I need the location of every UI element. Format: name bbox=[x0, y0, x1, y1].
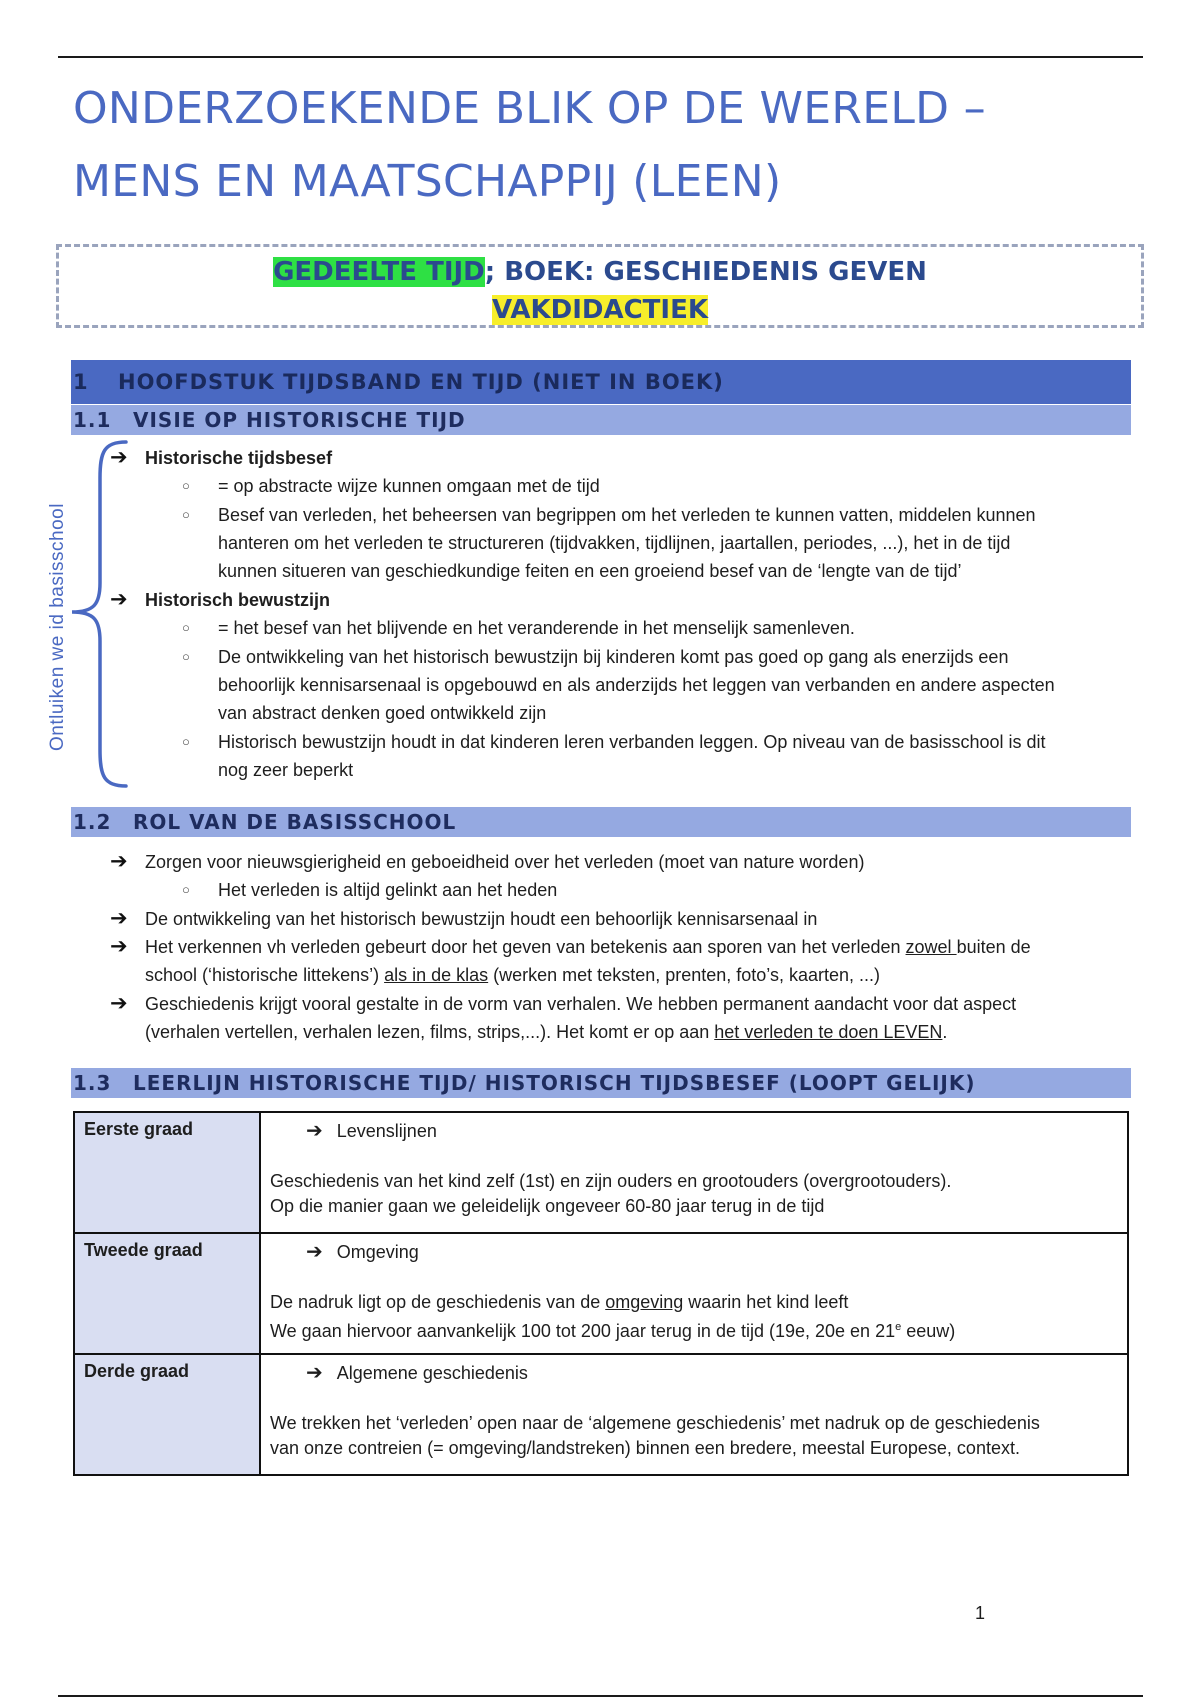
side-label: Ontluiken we id basisschool bbox=[47, 503, 68, 751]
cell-heading bbox=[270, 1119, 1118, 1144]
list-item-continuation: van abstract denken goed ontwikkeld zijn bbox=[218, 703, 547, 723]
text-span: . bbox=[942, 1022, 948, 1042]
banner-line-2 bbox=[59, 295, 1141, 325]
bullet-icon: ○ bbox=[182, 507, 190, 522]
table-row bbox=[74, 1354, 1128, 1475]
table-row bbox=[74, 1112, 1128, 1233]
list-item: = op abstracte wijze kunnen omgaan met de tijd bbox=[218, 476, 600, 496]
document-title bbox=[73, 72, 1153, 218]
table-cell bbox=[260, 1233, 1128, 1354]
list-item: Besef van verleden, het beheersen van begrippen om het verleden te kunnen vatten, middelen kunnen bbox=[218, 505, 1036, 525]
banner-rest: ; BOEK: GESCHIEDENIS GEVEN bbox=[484, 257, 927, 287]
section-1-3-title: LEERLIJN HISTORISCHE TIJD/ HISTORISCH TIJDSBESEF (LOOPT GELIJK) bbox=[133, 1071, 976, 1095]
table-cell bbox=[260, 1112, 1128, 1233]
cell-text bbox=[270, 1290, 1118, 1315]
cell-text bbox=[270, 1315, 1118, 1344]
arrow-icon: ➔ bbox=[110, 907, 128, 930]
text-span: Het verkennen vh verleden gebeurt door het geven van betekenis aan sporen van het verleden bbox=[145, 937, 906, 957]
cell-heading-text: Levenslijnen bbox=[336, 1121, 437, 1141]
arrow-icon: ➔ bbox=[110, 992, 128, 1015]
title-line-1: ONDERZOEKENDE BLIK OP DE WERELD – bbox=[73, 83, 986, 134]
arrow-icon: ➔ bbox=[306, 1120, 323, 1142]
bullet-icon: ○ bbox=[182, 649, 190, 664]
list-item: Het verleden is altijd gelinkt aan het heden bbox=[218, 880, 558, 900]
subheading-historische-tijdsbesef: Historische tijdsbesef bbox=[145, 448, 333, 468]
arrow-icon: ➔ bbox=[110, 446, 128, 469]
list-item-continuation: hanteren om het verleden te structureren (tijdvakken, tijdlijnen, jaartallen, periodes, ...), het in de tijd bbox=[218, 533, 1011, 553]
cell-heading bbox=[270, 1240, 1118, 1265]
list-item bbox=[145, 933, 1031, 961]
top-rule bbox=[58, 56, 1143, 58]
text-span: waarin het kind leeft bbox=[683, 1292, 849, 1312]
topic-banner bbox=[56, 244, 1144, 328]
text-span: eeuw) bbox=[901, 1321, 956, 1341]
list-item: De ontwikkeling van het historisch bewustzijn houdt een behoorlijk kennisarsenaal in bbox=[145, 909, 818, 929]
section-1-3-number: 1.3 bbox=[73, 1071, 112, 1095]
text-span: De nadruk ligt op de geschiedenis van de bbox=[270, 1292, 606, 1312]
superscript: e bbox=[895, 1321, 902, 1333]
arrow-icon: ➔ bbox=[110, 935, 128, 958]
table-cell bbox=[260, 1354, 1128, 1475]
list-item: = het besef van het blijvende en het veranderende in het menselijk samenleven. bbox=[218, 618, 855, 638]
cell-text: van onze contreien (= omgeving/landstreken) binnen een bredere, meestal Europese, context. bbox=[270, 1438, 1020, 1458]
curly-brace-icon bbox=[60, 438, 132, 790]
underlined-text: het verleden te doen LEVEN bbox=[714, 1022, 943, 1042]
banner-line-1 bbox=[59, 257, 1141, 287]
table-row-label: Derde graad bbox=[74, 1354, 260, 1475]
list-item-continuation: behoorlijk kennisarsenaal is opgebouwd en als anderzijds het leggen van verbanden en andere aspecten bbox=[218, 675, 1055, 695]
underlined-text: als in de klas bbox=[384, 965, 489, 985]
bullet-icon: ○ bbox=[182, 734, 190, 749]
bottom-rule bbox=[58, 1695, 1143, 1697]
page-number: 1 bbox=[975, 1603, 986, 1623]
text-span: We gaan hiervoor aanvankelijk 100 tot 200 jaar terug in de tijd (19e, 20e en 21 bbox=[270, 1321, 896, 1341]
bullet-icon: ○ bbox=[182, 478, 190, 493]
text-span: buiten de bbox=[956, 937, 1031, 957]
list-item: De ontwikkeling van het historisch bewustzijn bij kinderen komt pas goed op gang als enerzijds een bbox=[218, 647, 1009, 667]
cell-heading-text: Omgeving bbox=[336, 1242, 419, 1262]
arrow-icon: ➔ bbox=[306, 1362, 323, 1384]
banner-highlight-green: GEDEELTE TIJD bbox=[273, 257, 485, 287]
chapter-heading bbox=[71, 360, 1131, 404]
section-1-1-number: 1.1 bbox=[73, 408, 112, 432]
text-span: (verhalen vertellen, verhalen lezen, films, strips,...). Het komt er op aan bbox=[145, 1022, 715, 1042]
banner-highlight-yellow: VAKDIDACTIEK bbox=[492, 295, 708, 325]
list-item-continuation: nog zeer beperkt bbox=[218, 760, 354, 780]
list-item-continuation: kunnen situeren van geschiedkundige feiten en een groeiend besef van de ‘lengte van de tijd’ bbox=[218, 561, 962, 581]
list-item: Geschiedenis krijgt vooral gestalte in de vorm van verhalen. We hebben permanent aandacht voor dat aspect bbox=[145, 994, 1017, 1014]
text-span: (werken met teksten, prenten, foto’s, kaarten, ...) bbox=[488, 965, 881, 985]
leerlijn-table bbox=[73, 1111, 1129, 1476]
section-1-2-number: 1.2 bbox=[73, 810, 112, 834]
list-item-continuation bbox=[145, 1018, 947, 1046]
arrow-icon: ➔ bbox=[110, 588, 128, 611]
title-line-2: MENS EN MAATSCHAPPIJ (LEEN) bbox=[73, 156, 782, 207]
underlined-text: zowel bbox=[905, 937, 957, 957]
section-1-1-heading bbox=[71, 405, 1131, 435]
section-1-2-title: ROL VAN DE BASISSCHOOL bbox=[133, 810, 457, 834]
arrow-icon: ➔ bbox=[110, 850, 128, 873]
chapter-title: HOOFDSTUK TIJDSBAND EN TIJD (NIET IN BOEK) bbox=[118, 370, 724, 394]
list-item: Historisch bewustzijn houdt in dat kinderen leren verbanden leggen. Op niveau van de basisschool is dit bbox=[218, 732, 1046, 752]
section-1-2-heading bbox=[71, 807, 1131, 837]
bullet-icon: ○ bbox=[182, 882, 190, 897]
bullet-icon: ○ bbox=[182, 620, 190, 635]
list-item: Zorgen voor nieuwsgierigheid en geboeidheid over het verleden (moet van nature worden) bbox=[145, 852, 865, 872]
cell-text: We trekken het ‘verleden’ open naar de ‘algemene geschiedenis’ met nadruk op de geschiedenis bbox=[270, 1413, 1040, 1433]
underlined-text: omgeving bbox=[605, 1292, 684, 1312]
cell-heading bbox=[270, 1361, 1118, 1386]
cell-text: Geschiedenis van het kind zelf (1st) en zijn ouders en grootouders (overgrootouders). bbox=[270, 1171, 952, 1191]
cell-heading-text: Algemene geschiedenis bbox=[336, 1363, 528, 1383]
table-row-label: Tweede graad bbox=[74, 1233, 260, 1354]
table-row bbox=[74, 1233, 1128, 1354]
arrow-icon: ➔ bbox=[306, 1241, 323, 1263]
table-row-label: Eerste graad bbox=[74, 1112, 260, 1233]
cell-text: Op die manier gaan we geleidelijk ongeveer 60-80 jaar terug in de tijd bbox=[270, 1196, 825, 1216]
text-span: school (‘historische littekens’) bbox=[145, 965, 385, 985]
list-item-continuation bbox=[145, 961, 880, 989]
section-1-1-title: VISIE OP HISTORISCHE TIJD bbox=[133, 408, 466, 432]
subheading-historisch-bewustzijn: Historisch bewustzijn bbox=[145, 590, 331, 610]
chapter-number: 1 bbox=[73, 370, 89, 394]
section-1-3-heading bbox=[71, 1068, 1131, 1098]
